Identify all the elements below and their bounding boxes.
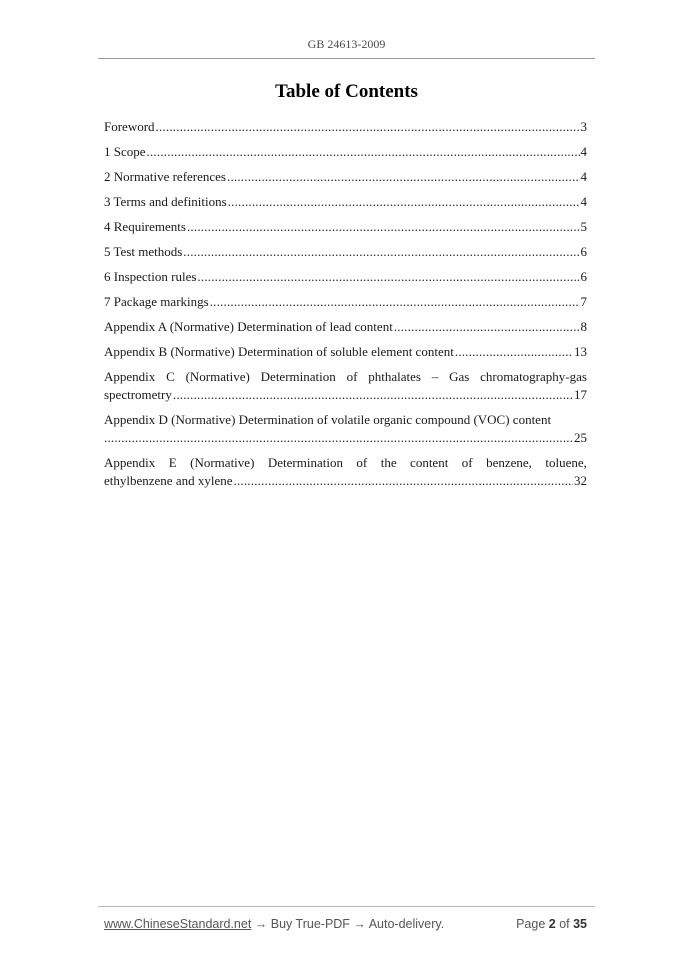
toc-leader-dots: [147, 143, 580, 161]
toc-leader-dots: [183, 243, 579, 261]
toc-leader-dots: [156, 118, 580, 136]
toc-entry-label: 7 Package markings: [104, 294, 209, 309]
toc-word: Determination: [267, 455, 343, 470]
toc-entry-page: 25: [574, 430, 587, 445]
toc-word: toluene,: [545, 455, 587, 470]
document-header: GB 24613-2009: [307, 37, 386, 51]
page-prefix: Page: [516, 917, 549, 931]
toc-word: Appendix: [104, 369, 156, 384]
toc-entry-label: 2 Normative references: [104, 169, 226, 184]
toc-entry-page: 8: [580, 319, 587, 334]
toc-entry-appendix-b[interactable]: [104, 343, 587, 361]
page-title: Table of Contents: [275, 81, 418, 102]
toc-entry-label: 6 Inspection rules: [104, 269, 197, 284]
toc-leader-dots: [228, 193, 580, 211]
toc-entry-label-line2: [104, 472, 587, 490]
toc-entry-foreword[interactable]: [104, 118, 587, 136]
toc-word: of: [346, 369, 358, 384]
toc-entry-page: 4: [580, 194, 587, 209]
promo-text: → Buy True-PDF → Auto-delivery.: [251, 917, 445, 931]
toc-entry-normative-references[interactable]: [104, 168, 587, 186]
toc-entry-test-methods[interactable]: [104, 243, 587, 261]
toc-entry-page: 4: [580, 169, 587, 184]
toc-leader-dots: [104, 429, 573, 447]
toc-entry-inspection-rules[interactable]: [104, 268, 587, 286]
toc-entry-label: Foreword: [104, 119, 155, 134]
toc-entry-label: spectrometry: [104, 387, 172, 402]
toc-word: C: [166, 369, 175, 384]
toc-word: the: [380, 455, 397, 470]
toc-word: Appendix: [104, 455, 156, 470]
footer-divider: [98, 906, 595, 907]
toc-word: of: [461, 455, 473, 470]
toc-entry-label: 1 Scope: [104, 144, 146, 159]
header-divider: [98, 58, 595, 59]
toc-entry-appendix-a[interactable]: [104, 318, 587, 336]
toc-entry-requirements[interactable]: [104, 218, 587, 236]
footer-promo: [104, 917, 444, 931]
toc-entry-page: 4: [580, 144, 587, 159]
toc-entry-page: 17: [574, 387, 587, 402]
toc-entry-label-line1: [104, 411, 587, 429]
toc-word: content: [410, 455, 449, 470]
toc-entry-label: 4 Requirements: [104, 219, 186, 234]
toc-entry-label-line1: [104, 368, 587, 386]
toc-entry-scope[interactable]: [104, 143, 587, 161]
toc-entry-page: 6: [580, 244, 587, 259]
toc-entry-page: 5: [580, 219, 587, 234]
current-page: 2: [548, 917, 556, 931]
toc-entry-label-line1: [104, 454, 587, 472]
toc-word: (Normative): [185, 369, 250, 384]
toc-word: of: [356, 455, 368, 470]
page-of: of: [555, 917, 574, 931]
toc-leader-dots: [187, 218, 580, 236]
toc-entry-label: Appendix B (Normative) Determination of soluble element content: [104, 344, 454, 359]
toc-leader-dots: [197, 268, 579, 286]
total-pages: 35: [573, 917, 587, 931]
page-indicator: [516, 917, 587, 931]
toc-leader-dots: [210, 293, 580, 311]
toc-word: E: [168, 455, 177, 470]
toc-entry-page: 32: [574, 473, 587, 488]
site-link[interactable]: www.ChineseStandard.net: [104, 917, 252, 931]
toc-entry-label: Appendix D (Normative) Determination of volatile organic compound (VOC) content: [104, 412, 552, 427]
toc-entry-package-markings[interactable]: [104, 293, 587, 311]
toc-entry-page: 7: [580, 294, 587, 309]
toc-entry-appendix-e[interactable]: [104, 454, 587, 490]
toc-entry-label: ethylbenzene and xylene: [104, 473, 233, 488]
toc-leader-dots: [234, 472, 574, 490]
toc-entry-label: 3 Terms and definitions: [104, 194, 227, 209]
toc-word: Determination: [260, 369, 336, 384]
toc-entry-appendix-c[interactable]: [104, 368, 587, 404]
page-footer: [104, 917, 587, 931]
toc-entry-page: 6: [580, 269, 587, 284]
toc-word: phthalates: [368, 369, 421, 384]
table-of-contents: [104, 118, 587, 497]
toc-word: chromatography-gas: [480, 369, 587, 384]
toc-entry-label: Appendix A (Normative) Determination of lead content: [104, 319, 393, 334]
toc-leader-dots: [173, 386, 573, 404]
toc-entry-label-line2: [104, 429, 587, 447]
toc-entry-appendix-d[interactable]: [104, 411, 587, 447]
toc-entry-terms-definitions[interactable]: [104, 193, 587, 211]
toc-entry-page: 3: [580, 119, 587, 134]
toc-word: benzene,: [486, 455, 532, 470]
toc-leader-dots: [394, 318, 580, 336]
toc-leader-dots: [227, 168, 580, 186]
toc-entry-label-line2: [104, 386, 587, 404]
toc-entry-label: 5 Test methods: [104, 244, 183, 259]
toc-word: (Normative): [190, 455, 255, 470]
toc-entry-page: 13: [574, 344, 587, 359]
toc-word: Gas: [449, 369, 470, 384]
toc-word: –: [431, 369, 439, 384]
toc-leader-dots: [455, 343, 573, 361]
